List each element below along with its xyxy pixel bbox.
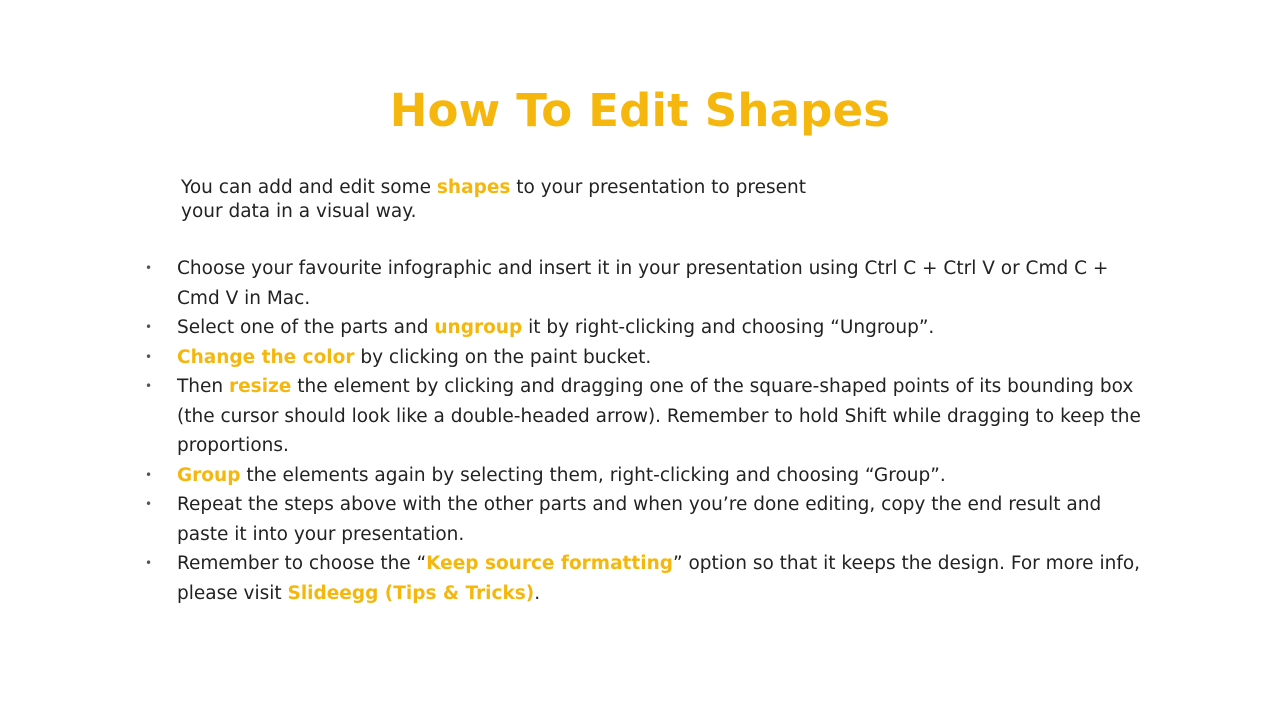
tip-highlight: resize	[229, 376, 292, 397]
tip-text: Remember to choose the “	[177, 553, 427, 574]
tip-item	[145, 313, 1145, 343]
tip-text-mid: ” option so that it keeps the design. For more info, please visit	[177, 553, 1141, 604]
tip-item	[145, 461, 1145, 491]
tip-text-post: .	[534, 582, 541, 604]
bullet-icon: •	[145, 556, 153, 570]
tip-text: Choose your favourite infographic and insert it in your presentation using Ctrl C + Ctrl V or Cmd C + Cmd V in Mac.	[177, 258, 1109, 309]
tip-text: Then	[177, 376, 230, 397]
tip-highlight: Group	[177, 464, 241, 486]
tip-highlight: Keep source formatting	[426, 553, 673, 574]
bullet-icon: •	[145, 349, 153, 364]
tip-text: Select one of the parts and	[177, 317, 435, 338]
slide-title: How To Edit Shapes	[389, 84, 891, 137]
tips-list	[145, 254, 1145, 608]
tip-highlight: ungroup	[434, 317, 523, 338]
intro-pre: You can add and edit some	[181, 177, 437, 198]
tip-text-post: the elements again by selecting them, right-clicking and choosing “Group”.	[240, 464, 946, 486]
tip-item	[145, 490, 1145, 549]
intro-post: to your presentation to present your data in a visual way.	[181, 177, 806, 222]
tip-text-post: by clicking on the paint bucket.	[354, 346, 652, 368]
tip-text: Repeat the steps above with the other parts and when you’re done editing, copy the end result and paste it into your presentation.	[177, 494, 1102, 545]
intro-text	[181, 176, 841, 224]
slideegg-tips-link[interactable]: Slideegg (Tips & Tricks)	[287, 582, 535, 604]
tip-text-post: it by right-clicking and choosing “Ungroup”.	[522, 317, 935, 338]
bullet-icon: •	[145, 261, 153, 275]
tip-item	[145, 372, 1145, 461]
tip-item	[145, 254, 1145, 313]
bullet-icon: •	[145, 320, 153, 334]
tip-item	[145, 343, 1145, 373]
tip-item-last	[145, 549, 1145, 608]
intro-highlight: shapes	[436, 177, 511, 198]
tip-highlight: Change the color	[177, 346, 355, 368]
tip-text-post: the element by clicking and dragging one of the square-shaped points of its bounding box (the cursor should look like a double-headed arrow). Remember to hold Shift while dragging to keep the proportions.	[177, 376, 1141, 456]
bullet-icon: •	[145, 379, 153, 393]
bullet-icon: •	[145, 497, 153, 511]
bullet-icon: •	[145, 467, 153, 482]
